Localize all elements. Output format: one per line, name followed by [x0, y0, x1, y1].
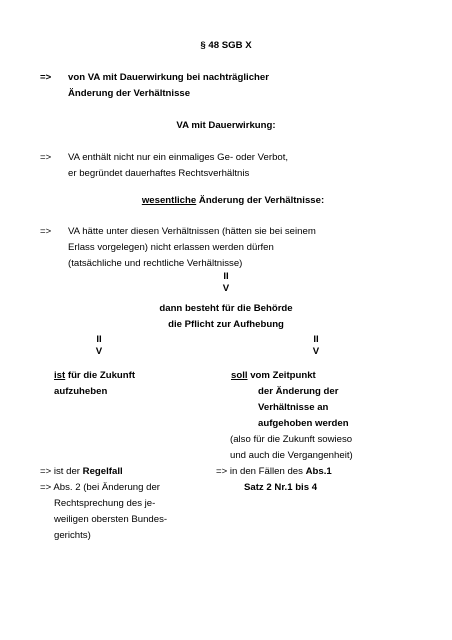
left-arrow-1	[40, 466, 123, 478]
left-arrow-1-text: => ist der	[40, 466, 83, 477]
arrow-mid-v: V	[222, 283, 230, 294]
right-title-1-rest: vom Zeitpunkt	[247, 370, 316, 381]
left-title-2: aufzuheben	[54, 386, 108, 397]
right-arrow-1	[216, 466, 332, 478]
line-1-text-2: Änderung der Verhältnisse	[68, 88, 191, 99]
right-note-1: (also für die Zukunft sowieso	[230, 434, 353, 445]
line-3-text-2: Erlass vorgelegen) nicht erlassen werden dürfen	[68, 242, 274, 253]
arrow-left-bar: II	[96, 334, 102, 345]
left-cont-1: Rechtsprechung des je-	[54, 498, 156, 509]
line-2-text-2: er begründet dauerhaftes Rechtsverhältnis	[68, 168, 250, 179]
arrow-1: =>	[40, 72, 52, 83]
va-title: VA mit Dauerwirkung:	[176, 120, 276, 131]
arrow-right-v: V	[312, 346, 320, 357]
right-abs1: Abs.1	[305, 466, 332, 477]
arrow-right-bar: II	[313, 334, 319, 345]
right-title-3: Verhältnisse an	[258, 402, 329, 413]
left-title-1-rest: für die Zukunft	[65, 370, 136, 381]
consequence-line-1: dann besteht für die Behörde	[159, 303, 293, 314]
arrow-left-v: V	[95, 346, 103, 357]
left-regelfall: Regelfall	[82, 466, 123, 477]
line-3-text-1: VA hätte unter diesen Verhältnissen (hätten sie bei seinem	[68, 226, 316, 237]
left-title-1	[54, 370, 135, 382]
left-arrow-2: => Abs. 2 (bei Änderung der	[40, 482, 161, 493]
right-satz: Satz 2 Nr.1 bis 4	[244, 482, 318, 493]
line-2-text-1: VA enthält nicht nur ein einmaliges Ge- oder Verbot,	[68, 152, 289, 163]
line-3-text-3: (tatsächliche und rechtliche Verhältnisse)	[68, 258, 243, 269]
arrow-mid-bar: II	[223, 271, 229, 282]
consequence-line-2: die Pflicht zur Aufhebung	[168, 319, 284, 330]
right-arrow-1-text: => in den Fällen des	[216, 466, 306, 477]
right-title-2: der Änderung der	[258, 386, 339, 397]
left-ist: ist	[54, 370, 66, 381]
right-title-1	[231, 370, 316, 382]
left-cont-2: weiligen obersten Bundes-	[54, 514, 168, 525]
wesentliche-rest: Änderung der Verhältnisse:	[196, 195, 325, 206]
line-1-text-1: von VA mit Dauerwirkung bei nachträglicher	[68, 72, 269, 83]
arrow-3: =>	[40, 226, 52, 237]
right-note-2: und auch die Vergangenheit)	[230, 450, 353, 461]
arrow-2: =>	[40, 152, 52, 163]
right-title-4: aufgehoben werden	[258, 418, 349, 429]
right-soll: soll	[231, 370, 248, 381]
section-heading: § 48 SGB X	[200, 40, 252, 51]
left-cont-3: gerichts)	[54, 530, 91, 541]
wesentliche-underlined: wesentliche	[141, 195, 197, 206]
wesentliche-heading	[142, 195, 324, 207]
